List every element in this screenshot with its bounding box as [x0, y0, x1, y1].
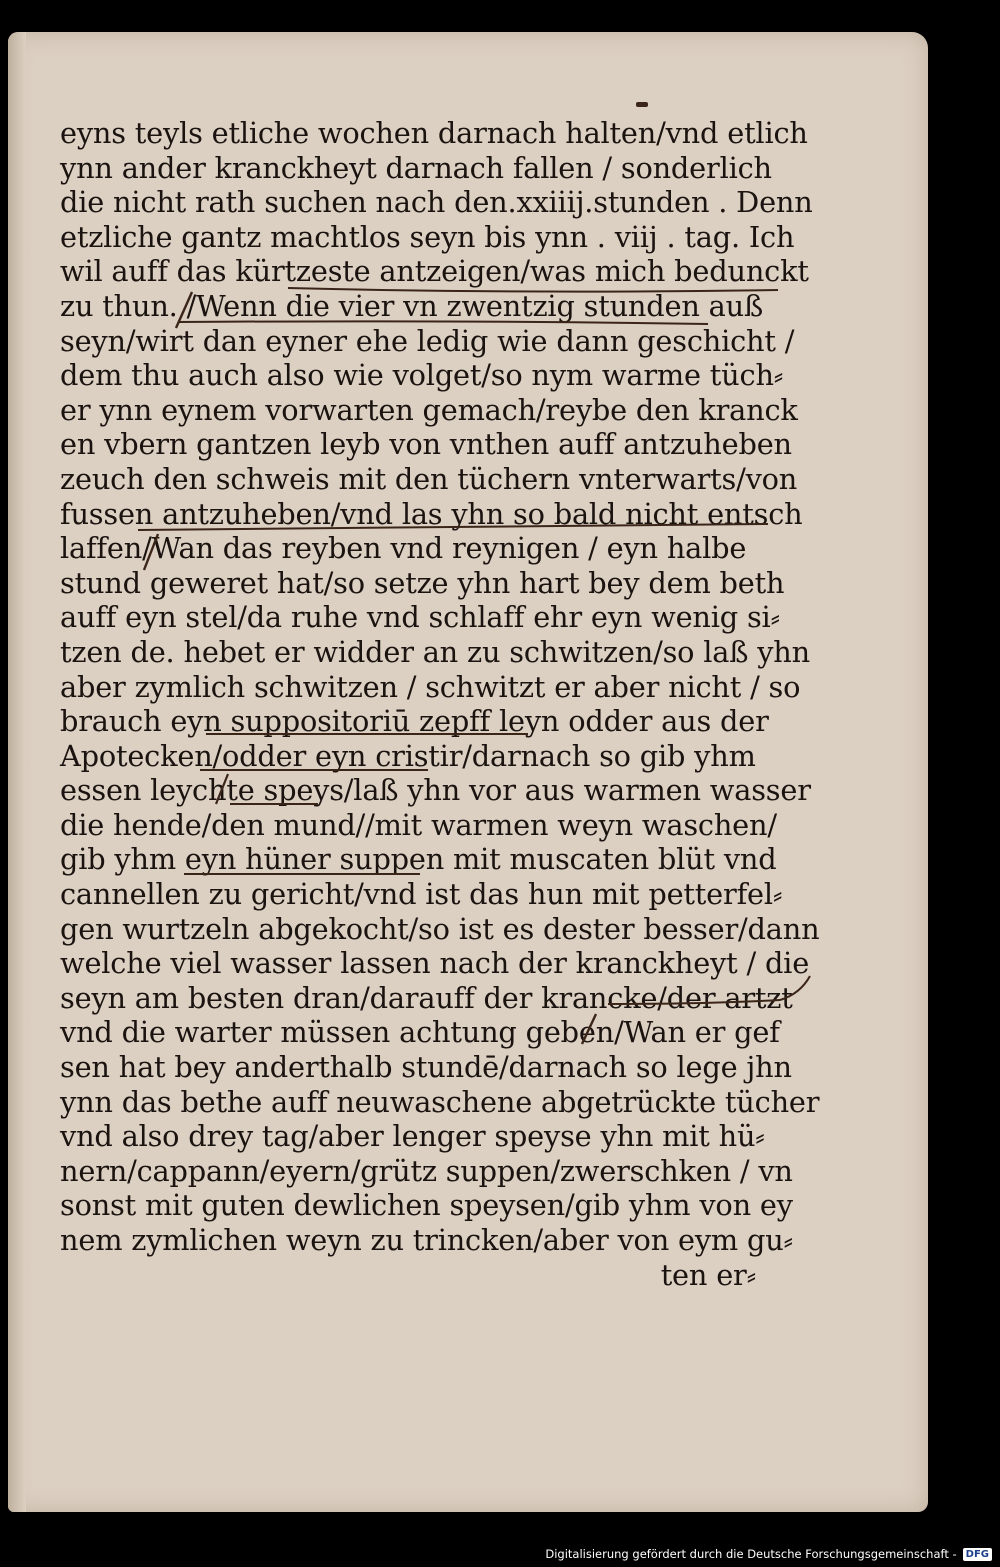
dfg-logo: DFG — [963, 1548, 992, 1561]
text-line: dem thu auch also wie volget/so nym warme tüch⸗ — [60, 358, 784, 393]
text-line: die hende/den mund//mit warmen weyn waschen/ — [60, 807, 777, 842]
credit-text: Digitalisierung gefördert durch die Deutsche Forschungsgemeinschaft - — [545, 1547, 957, 1561]
text-line: wil auff das kürtzeste antzeigen/was mich bedunckt — [60, 254, 809, 289]
text-line: gen wurtzeln abgekocht/so ist es dester besser/dann — [60, 911, 820, 946]
text-line: aber zymlich schwitzen / schwitzt er aber nicht / so — [60, 669, 801, 704]
text-line: welche viel wasser lassen nach der kranckheyt / die — [60, 946, 810, 981]
text-line: nern/cappann/eyern/grütz suppen/zwerschken / vn — [60, 1153, 793, 1188]
text-line: eyns teyls etliche wochen darnach halten/vnd etlich — [60, 116, 808, 150]
text-line: zeuch den schweis mit den tüchern vnterwarts/von — [60, 461, 798, 496]
text-line: sen hat bey anderthalb stundē/darnach so lege jhn — [60, 1050, 792, 1085]
page-mark — [636, 102, 648, 107]
text-line: cannellen zu gericht/vnd ist das hun mit petterfel⸗ — [60, 877, 783, 912]
text-line: essen leychte speys/laß yhn vor aus warmen wasser — [60, 773, 811, 808]
text-line: zu thun. /Wenn die vier vn zwentzig stunden auß — [60, 288, 763, 323]
text-line: sonst mit guten dewlichen speysen/gib yhm von ey — [60, 1188, 793, 1223]
text-line: Apotecken/odder eyn cristir/darnach so gib yhm — [60, 738, 756, 773]
text-line: seyn am besten dran/darauff der krancke/der artzt — [60, 980, 793, 1015]
text-line: en vbern gantzen leyb von vnthen auff antzuheben — [60, 427, 792, 462]
footer-credit — [545, 1547, 992, 1561]
text-line: gib yhm eyn hüner suppen mit muscaten blüt vnd — [60, 842, 777, 877]
text-line: fussen antzuheben/vnd las yhn so bald nicht entsch — [60, 496, 803, 531]
text-line: vnd die warter müssen achtung geben/Wan er gef — [60, 1015, 780, 1050]
text-line: ynn das bethe auff neuwaschene abgetrückte tücher — [60, 1084, 820, 1119]
text-line: tzen de. hebet er widder an zu schwitzen/so laß yhn — [60, 634, 810, 669]
text-line: auff eyn stel/da ruhe vnd schlaff ehr eyn wenig si⸗ — [60, 600, 780, 635]
text-line: seyn/wirt dan eyner ehe ledig wie dann geschicht / — [60, 323, 795, 358]
text-line: stund geweret hat/so setze yhn hart bey dem beth — [60, 565, 785, 600]
text-line: nem zymlichen weyn zu trincken/aber von eym gu⸗ — [60, 1223, 793, 1257]
text-line: die nicht rath suchen nach den.xxiiij.stunden . Denn — [60, 185, 813, 220]
text-line: ynn ander kranckheyt darnach fallen / sonderlich — [60, 150, 772, 185]
text-line: vnd also drey tag/aber lenger speyse yhn mit hü⸗ — [60, 1119, 765, 1154]
book-page — [8, 32, 928, 1512]
text-line: etzliche gantz machtlos seyn bis ynn . viij . tag. Ich — [60, 219, 795, 254]
page-edge — [8, 32, 26, 1512]
page-text — [60, 116, 820, 1292]
text-line: brauch eyn suppositoriū zepff leyn odder aus der — [60, 704, 769, 739]
text-line: ten er⸗ — [660, 1257, 756, 1292]
text-line: er ynn eynem vorwarten gemach/reybe den kranck — [60, 392, 798, 427]
text-line: laffen/Wan das reyben vnd reynigen / eyn halbe — [60, 531, 747, 566]
